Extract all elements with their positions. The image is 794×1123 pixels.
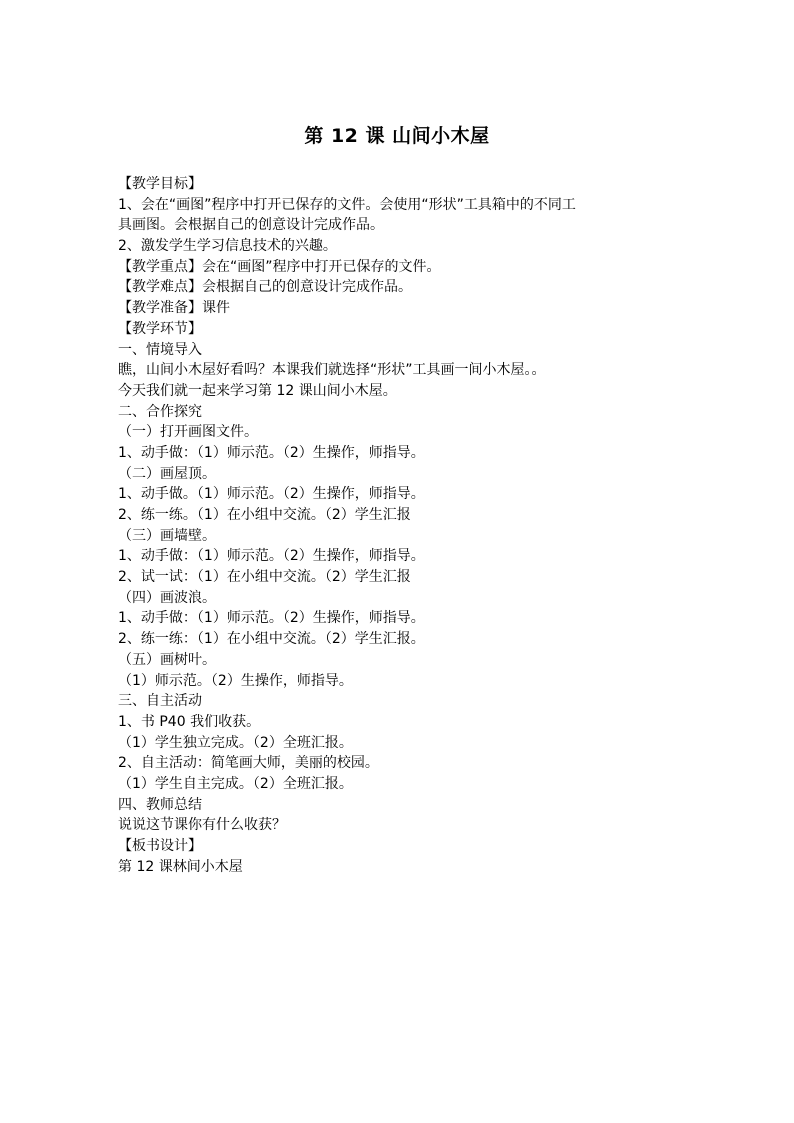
text-line: 第 12 课林间小木屋 bbox=[118, 858, 243, 875]
text-line: （1）学生自主完成。（2）全班汇报。 bbox=[118, 775, 353, 792]
text-line: 【教学目标】 bbox=[118, 176, 202, 192]
page-title: 第 12 课 山间小木屋 bbox=[304, 125, 490, 147]
text-line: 一、情境导入 bbox=[118, 341, 202, 358]
text-line: 【教学重点】会在“画图”程序中打开已保存的文件。 bbox=[118, 258, 441, 275]
text-line: （二）画屋顶。 bbox=[118, 465, 216, 482]
document-body bbox=[118, 174, 698, 877]
text-line: 三、自主活动 bbox=[118, 693, 202, 710]
text-line: 2、自主活动：简笔画大师，美丽的校园。 bbox=[118, 755, 379, 772]
text-line: 具画图。会根据自己的创意设计完成作品。 bbox=[118, 217, 384, 234]
text-line: 1、会在“画图”程序中打开已保存的文件。会使用“形状”工具箱中的不同工 bbox=[118, 196, 576, 213]
text-line: 2、试一试：（1）在小组中交流。（2）学生汇报 bbox=[118, 569, 411, 586]
text-line: 【教学环节】 bbox=[118, 320, 202, 337]
text-line: 2、激发学生学习信息技术的兴趣。 bbox=[118, 238, 337, 255]
text-line: 今天我们就一起来学习第 12 课山间小木屋。 bbox=[118, 382, 397, 399]
text-line: （三）画墙壁。 bbox=[118, 527, 216, 544]
text-line: 1、动手做：（1）师示范。（2）生操作，师指导。 bbox=[118, 444, 425, 461]
text-line: （1）师示范。（2）生操作，师指导。 bbox=[118, 672, 353, 689]
text-line: 1、书 P40 我们收获。 bbox=[118, 713, 261, 730]
text-line: （五）画树叶。 bbox=[118, 651, 216, 668]
text-line: 2、练一练：（1）在小组中交流。（2）学生汇报。 bbox=[118, 631, 425, 648]
text-line: （1）学生独立完成。（2）全班汇报。 bbox=[118, 734, 353, 751]
text-line: 1、动手做：（1）师示范。（2）生操作，师指导。 bbox=[118, 548, 425, 565]
text-line: 【教学难点】会根据自己的创意设计完成作品。 bbox=[118, 279, 412, 296]
text-line: 2、练一练。（1）在小组中交流。（2）学生汇报 bbox=[118, 507, 411, 523]
text-line: 1、动手做：（1）师示范。（2）生操作，师指导。 bbox=[118, 610, 425, 627]
text-line: 说说这节课你有什么收获？ bbox=[118, 817, 286, 834]
text-line: 1、动手做。（1）师示范。（2）生操作，师指导。 bbox=[118, 486, 425, 503]
text-line: 四、教师总结 bbox=[118, 796, 202, 813]
text-line: 二、合作探究 bbox=[118, 403, 202, 420]
text-line: （四）画波浪。 bbox=[118, 589, 216, 606]
text-line: 【教学准备】课件 bbox=[118, 300, 230, 317]
text-line: （一）打开画图文件。 bbox=[118, 424, 258, 441]
text-line: 【板书设计】 bbox=[118, 838, 202, 854]
text-line: 瞧，山间小木屋好看吗？本课我们就选择“形状”工具画一间小木屋。。 bbox=[118, 362, 546, 379]
